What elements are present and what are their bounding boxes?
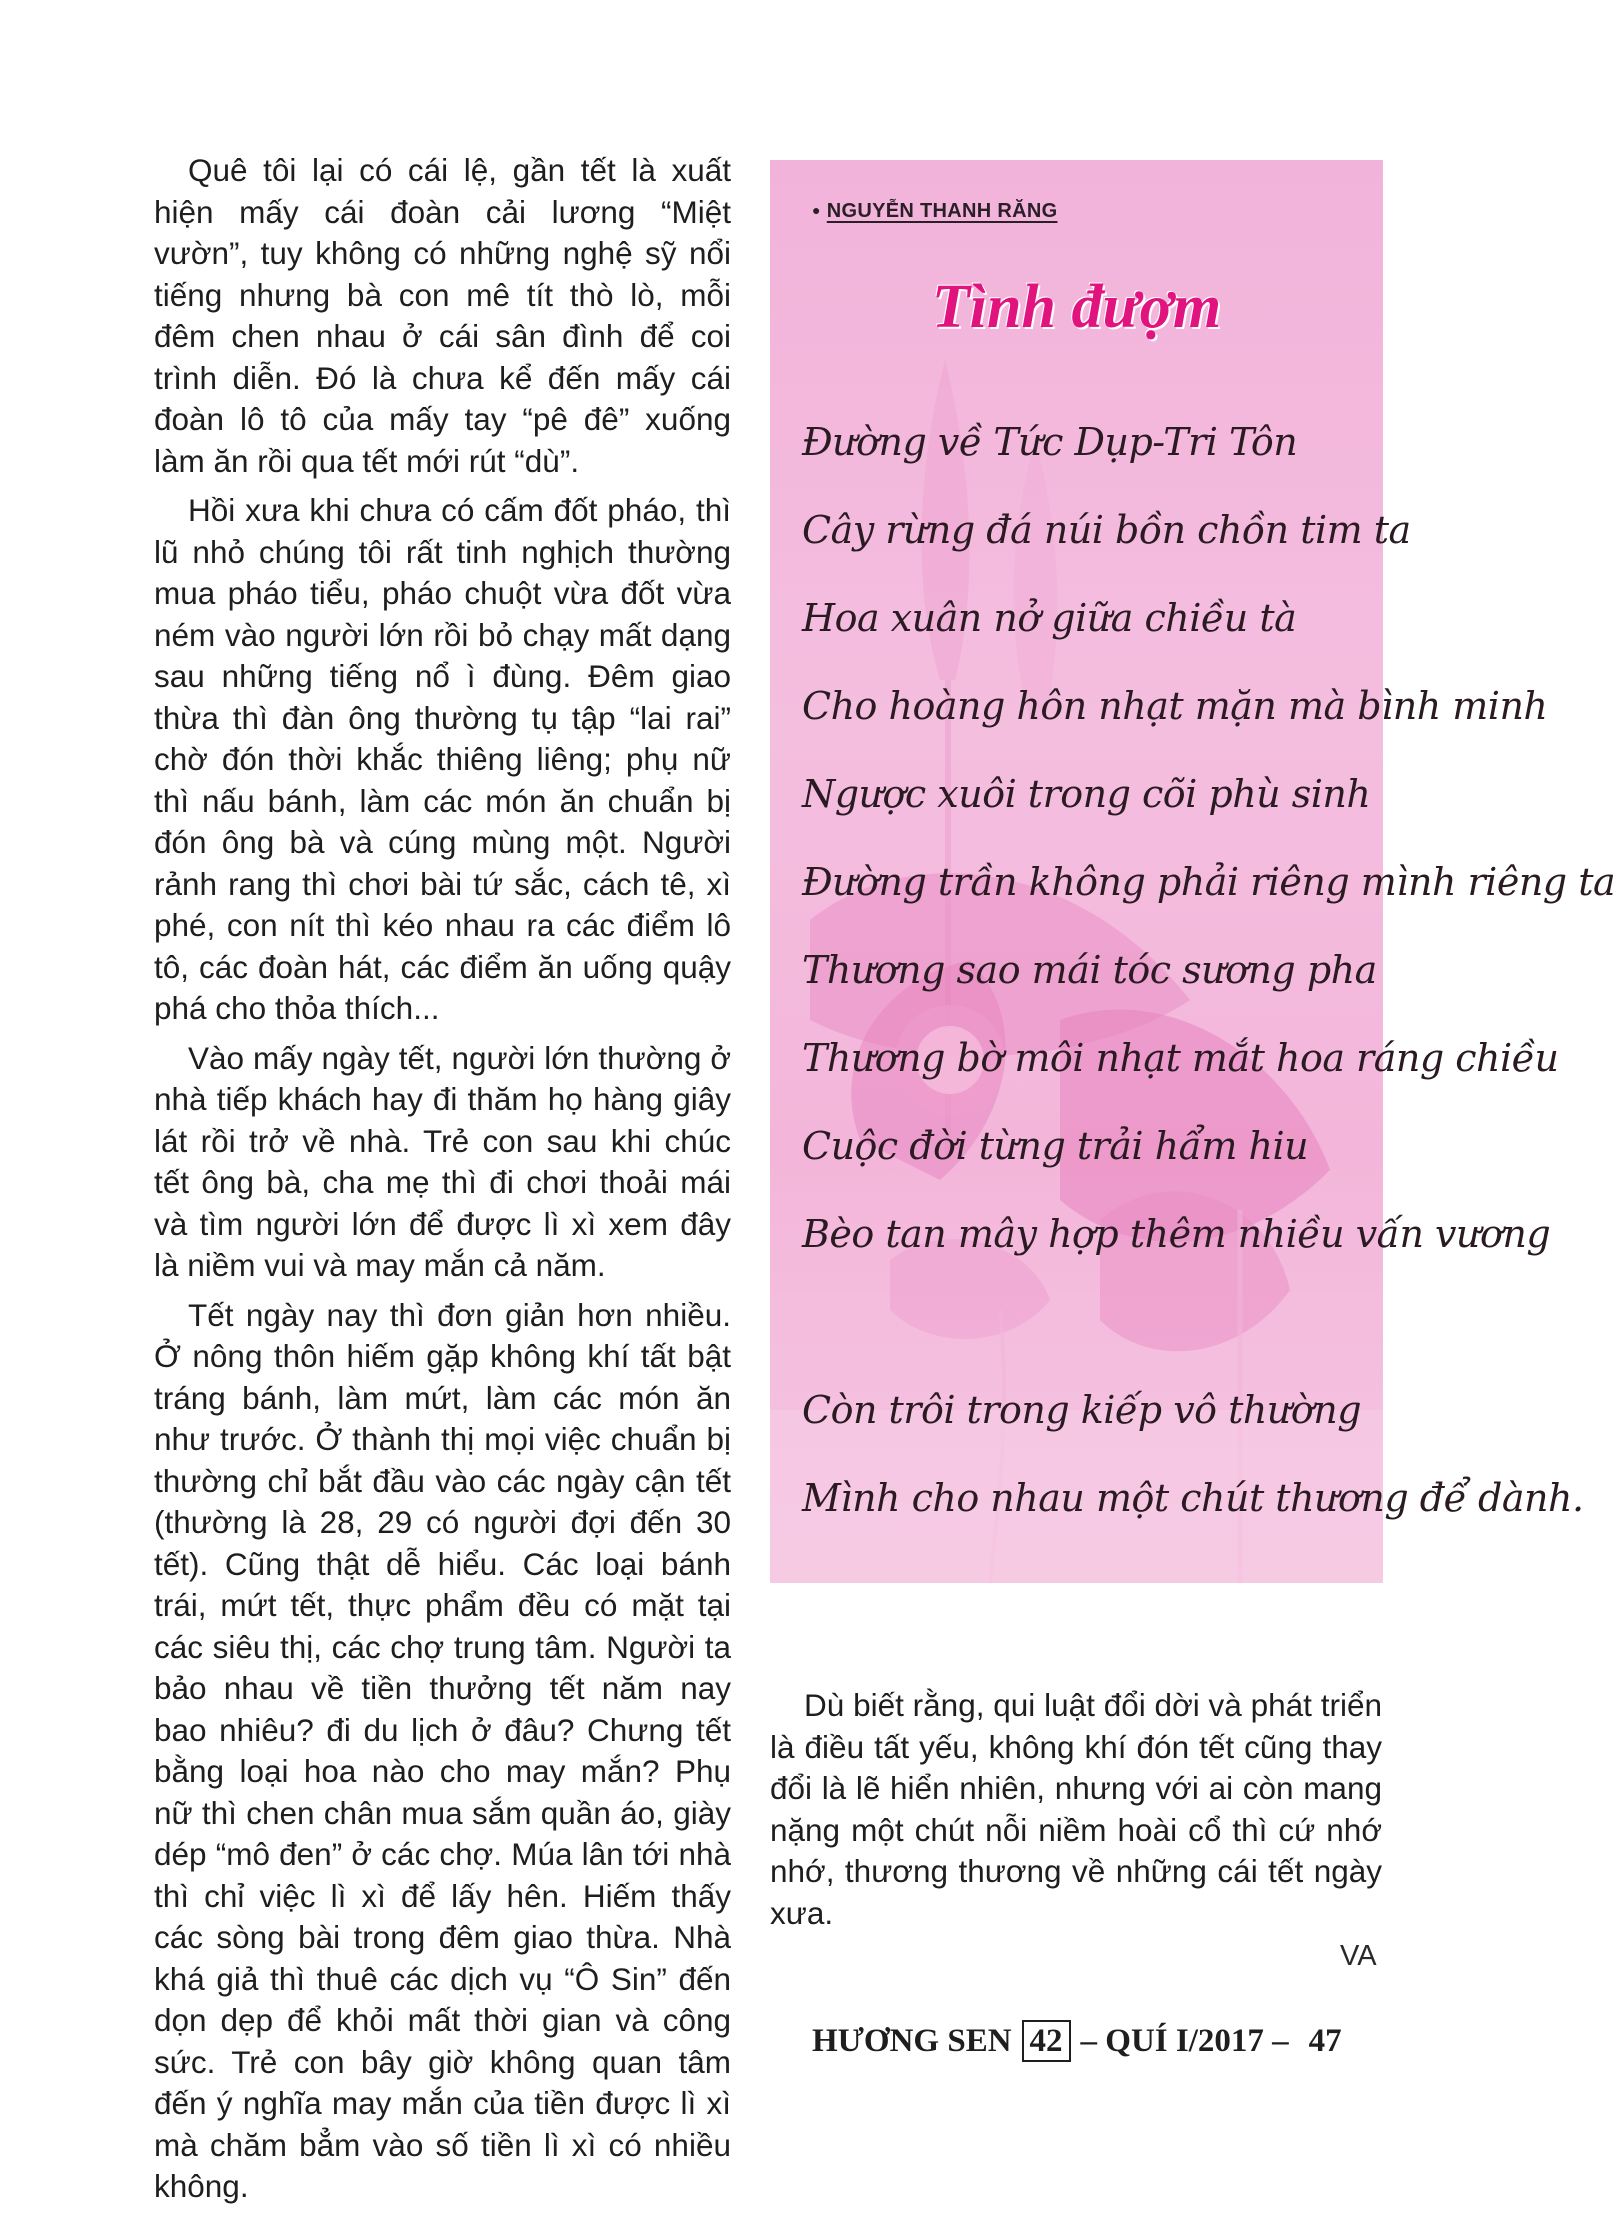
poem-line: Ngược xuôi trong cõi phù sinh	[802, 772, 1371, 816]
page-footer	[812, 2018, 1342, 2064]
poem-line: Bèo tan mây hợp thêm nhiều vấn vương	[802, 1212, 1551, 1256]
magazine-name: HƯƠNG SEN	[812, 2022, 1012, 2059]
poem-author: ● NGUYỄN THANH RĂNG	[812, 200, 1058, 222]
poem-line: Cho hoàng hôn nhạt mặn mà bình minh	[802, 684, 1548, 728]
closing-paragraph: Dù biết rằng, qui luật đổi dời và phát triển là điều tất yếu, không khí đón tết cũng thay đổi là lẽ hiển nhiên, nhưng với ai còn mang nặng một chút nỗi niềm hoài cổ thì cứ nhớ nhớ, thương thương về những cái tết ngày xưa.	[770, 1687, 1382, 1931]
poem-line: Mình cho nhau một chút thương để dành.	[802, 1476, 1584, 1520]
signoff: VA	[1340, 1940, 1377, 1972]
poem-line: Thương sao mái tóc sương pha	[802, 948, 1377, 992]
poem-box	[770, 160, 1615, 1583]
poem-line: Cây rừng đá núi bồn chồn tim ta	[802, 508, 1411, 552]
page-number: 47	[1308, 2022, 1342, 2059]
poem-line: Cuộc đời từng trải hẩm hiu	[802, 1124, 1309, 1168]
quarter-label: – QUÍ I/2017 –	[1080, 2022, 1289, 2059]
poem-line: Còn trôi trong kiếp vô thường	[802, 1388, 1362, 1432]
poem-title: Tình đượm	[931, 273, 1222, 341]
poem-line: Đường trần không phải riêng mình riêng ta	[802, 860, 1615, 904]
issue-number: 42	[1022, 2020, 1071, 2062]
poem-line: Hoa xuân nở giữa chiều tà	[802, 596, 1297, 640]
poem-line: Thương bờ môi nhạt mắt hoa ráng chiều	[802, 1036, 1559, 1080]
paragraph: Quê tôi lại có cái lệ, gần tết là xuất hiện mấy cái đoàn cải lương “Miệt vườn”, tuy không có những nghệ sỹ nổi tiếng nhưng bà con mê tít thò lò, mỗi đêm chen nhau ở cái sân đình để coi trình diễn. Đó là chưa kể đến mấy cái đoàn lô tô của mấy tay “pê đê” xuống làm ăn rồi qua tết mới rút “dù”.	[154, 152, 731, 479]
paragraph: Hồi xưa khi chưa có cấm đốt pháo, thì lũ nhỏ chúng tôi rất tinh nghịch thường mua pháo tiểu, pháo chuột vừa đốt vừa ném vào người lớn rồi bỏ chạy mất dạng sau những tiếng nổ ì đùng. Đêm giao thừa thì đàn ông thường tụ tập “lai rai” chờ đón thời khắc thiêng liêng; phụ nữ thì nấu bánh, làm các món ăn chuẩn bị đón ông bà và cúng mùng một. Người rảnh rang thì chơi bài tứ sắc, cách tê, xì phé, con nít thì kéo nhau ra các điểm lô tô, các đoàn hát, các điểm ăn uống quậy phá cho thỏa thích...	[154, 492, 731, 1026]
bullet-icon: ●	[812, 202, 821, 218]
paragraph: Vào mấy ngày tết, người lớn thường ở nhà tiếp khách hay đi thăm họ hàng giây lát rồi trở về nhà. Trẻ con sau khi chúc tết ông bà, cha mẹ thì đi chơi thoải mái và tìm người lớn để được lì xì xem đây là niềm vui và may mắn cả năm.	[154, 1039, 731, 1283]
poem-line: Đường về Tức Dụp-Tri Tôn	[802, 420, 1298, 464]
article-left-column	[154, 150, 731, 2216]
article-right-column	[770, 1685, 1382, 1934]
paragraph: Tết ngày nay thì đơn giản hơn nhiều. Ở nông thôn hiếm gặp không khí tất bật tráng bánh, làm mứt, làm các món ăn như trước. Ở thành thị mọi việc chuẩn bị thường chỉ bắt đầu vào các ngày cận tết (thường là 28, 29 có người đợi đến 30 tết). Cũng thật dễ hiểu. Các loại bánh trái, mứt tết, thực phẩm đều có mặt tại các siêu thị, các chợ trung tâm. Người ta bảo nhau về tiền thưởng tết năm nay bao nhiêu? đi du lịch ở đâu? Chưng tết bằng loại hoa nào cho may mắn? Phụ nữ thì chen chân mua sắm quần áo, giày dép “mô đen” ở các chợ. Múa lân tới nhà thì chỉ việc lì xì để lấy hên. Hiếm thấy các sòng bài trong đêm giao thừa. Nhà khá giả thì thuê các dịch vụ “Ô Sin” đến dọn dẹp để khỏi mất thời gian và công sức. Trẻ con bây giờ không quan tâm đến ý nghĩa may mắn của tiền được lì xì mà chăm bẳm vào số tiền lì xì có nhiều không.	[154, 1296, 731, 2204]
